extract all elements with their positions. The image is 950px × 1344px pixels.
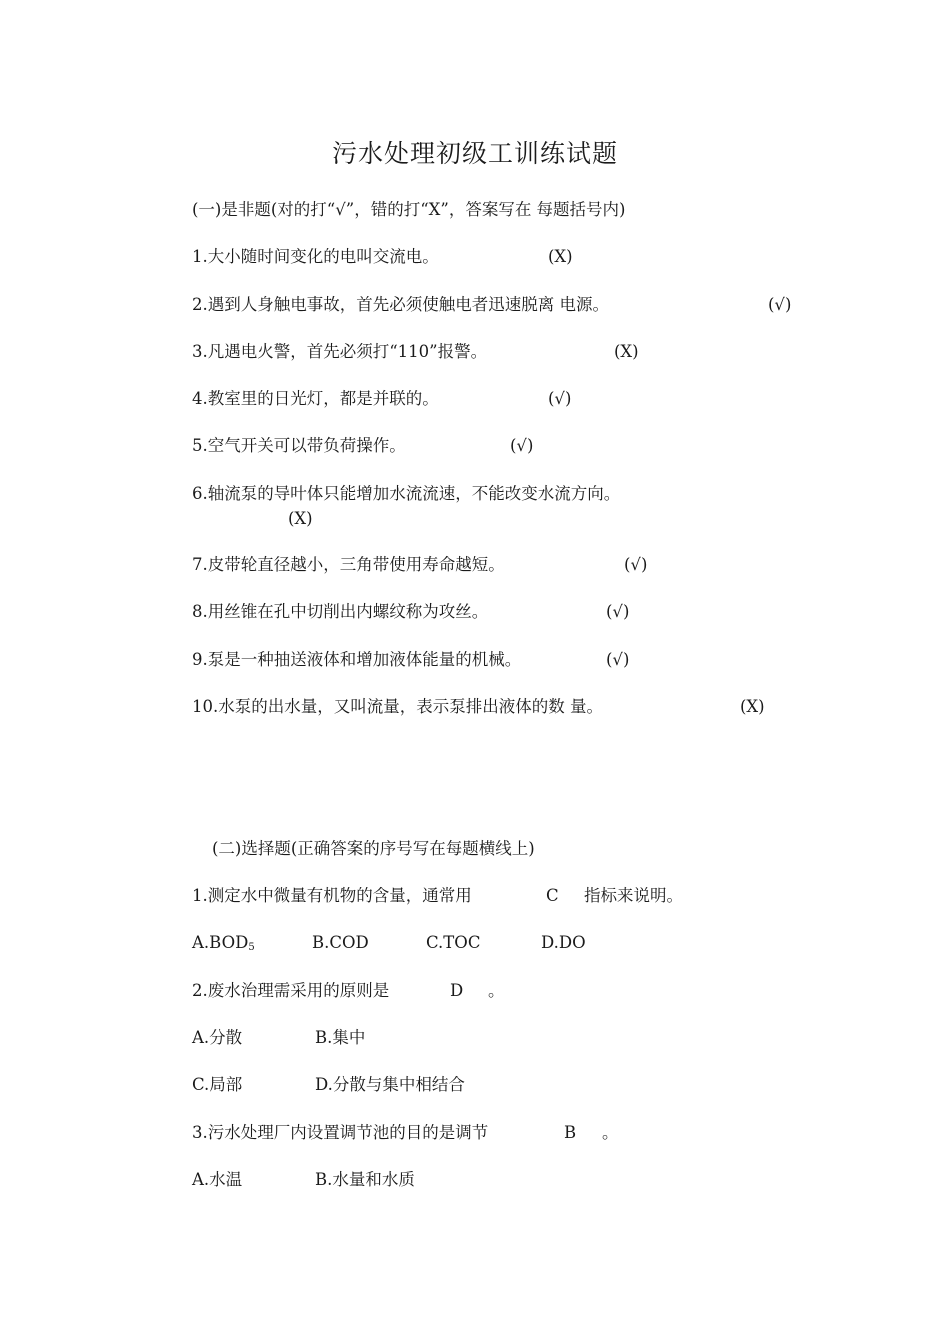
- mc-answer-3: B: [564, 1123, 577, 1142]
- subscript-5: 5: [248, 942, 255, 953]
- mc-q1-option-c: C.TOC: [426, 933, 481, 952]
- mc-q1-option-b: B.COD: [312, 933, 369, 952]
- mc-q1-option-a: $A.BOD_5$: [192, 933, 255, 953]
- tf-answer-5: (√): [510, 436, 534, 455]
- tf-answer-9: (√): [606, 650, 630, 669]
- mc-q3-option-a: A.水温: [192, 1170, 243, 1189]
- mc-answer-2: D: [450, 981, 464, 1000]
- mc-answer-1: C: [546, 886, 559, 905]
- tf-question-3: 3.凡遇电火警，首先必须打“110”报警。: [192, 342, 488, 361]
- mc-q3-option-b: B.水量和水质: [315, 1170, 415, 1189]
- mc-question-2: 2.废水治理需采用的原则是: [192, 981, 390, 1000]
- mc-q1-option-d: D.DO: [541, 933, 586, 952]
- tf-answer-2: (√): [768, 295, 792, 314]
- tf-question-9: 9.泵是一种抽送液体和增加液体能量的机械。: [192, 650, 522, 669]
- tf-question-4: 4.教室里的日光灯，都是并联的。: [192, 389, 439, 408]
- tf-answer-10: (X): [740, 697, 765, 716]
- tf-answer-6: (X): [288, 509, 313, 528]
- tf-answer-8: (√): [606, 602, 630, 621]
- mc-question-2-tail: 。: [488, 981, 505, 1000]
- section1-heading: (一)是非题(对的打“√”，错的打“X”，答案写在 每题括号内): [192, 200, 626, 219]
- mc-question-1-tail: 指标来说明。: [584, 886, 683, 905]
- tf-answer-7: (√): [624, 555, 648, 574]
- tf-question-2: 2.遇到人身触电事故，首先必须使触电者迅速脱离 电源。: [192, 295, 609, 314]
- mc-question-1: 1.测定水中微量有机物的含量，通常用: [192, 886, 472, 905]
- tf-question-8: 8.用丝锥在孔中切削出内螺纹称为攻丝。: [192, 602, 489, 621]
- mc-q2-option-c: C.局部: [192, 1075, 243, 1094]
- mc-question-3: 3.污水处理厂内设置调节池的目的是调节: [192, 1123, 489, 1142]
- section2-heading: (二)选择题(正确答案的序号写在每题横线上): [212, 839, 535, 858]
- tf-question-10: 10.水泵的出水量，又叫流量，表示泵排出液体的数 量。: [192, 697, 603, 716]
- mc-q2-option-a: A.分散: [192, 1028, 243, 1047]
- mc-q2-option-d: D.分散与集中相结合: [315, 1075, 465, 1094]
- tf-question-5: 5.空气开关可以带负荷操作。: [192, 436, 406, 455]
- tf-question-7: 7.皮带轮直径越小，三角带使用寿命越短。: [192, 555, 505, 574]
- tf-answer-3: (X): [614, 342, 639, 361]
- tf-question-1: 1.大小随时间变化的电叫交流电。: [192, 247, 439, 266]
- tf-question-6: 6.轴流泵的导叶体只能增加水流流速，不能改变水流方向。: [192, 484, 621, 503]
- mc-q2-option-b: B.集中: [315, 1028, 366, 1047]
- tf-answer-4: (√): [548, 389, 572, 408]
- mc-question-3-tail: 。: [602, 1123, 619, 1142]
- page-title: 污水处理初级工训练试题: [331, 139, 618, 168]
- tf-answer-1: (X): [548, 247, 573, 266]
